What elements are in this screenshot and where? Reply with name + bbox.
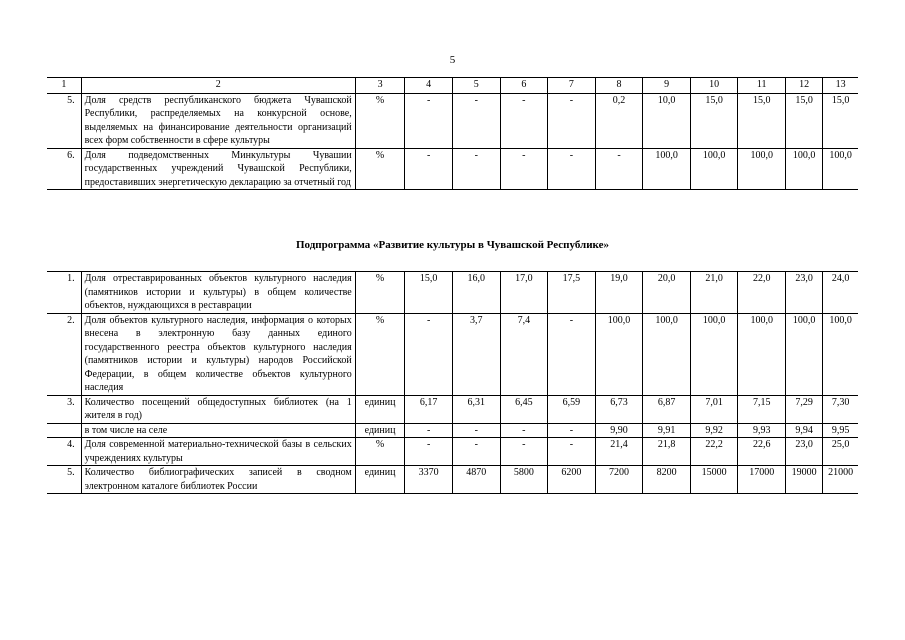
row-number: 1. [47, 272, 81, 314]
table-row [47, 423, 858, 438]
value-cell: 4870 [452, 466, 500, 494]
value-cell: 6,17 [405, 395, 453, 423]
value-cell: 19,0 [595, 272, 643, 314]
row-number: 3. [47, 395, 81, 423]
value-cell: 15,0 [738, 93, 786, 148]
value-cell: 6,45 [500, 395, 548, 423]
value-cell: 100,0 [786, 313, 823, 395]
value-cell: 100,0 [595, 313, 643, 395]
value-cell: 100,0 [823, 148, 858, 190]
value-cell: 7,01 [690, 395, 738, 423]
value-cell: - [548, 438, 596, 466]
column-number-cell: 2 [81, 78, 355, 94]
row-number: 4. [47, 438, 81, 466]
unit-cell: единиц [355, 423, 405, 438]
value-cell: 10,0 [643, 93, 691, 148]
value-cell: 25,0 [823, 438, 858, 466]
column-number-cell: 12 [786, 78, 823, 94]
value-cell: - [500, 438, 548, 466]
value-cell: 19000 [786, 466, 823, 494]
value-cell: - [548, 423, 596, 438]
value-cell: 100,0 [690, 148, 738, 190]
value-cell: 9,94 [786, 423, 823, 438]
table-row [47, 272, 858, 314]
value-cell: 9,91 [643, 423, 691, 438]
value-cell: 6,59 [548, 395, 596, 423]
value-cell: - [405, 438, 453, 466]
indicator-description: Доля отреставрированных объектов культурного наследия (памятников истории и культуры) в общем количестве объектов, нуждающихся в реставрации [81, 272, 355, 314]
indicator-description: Доля объектов культурного наследия, информация о которых внесена в электронную базу данных единого государственного реестра объектов культурного наследия (памятников истории и культуры) народов Российской Федерации, в общем количестве объектов культурного наследия [81, 313, 355, 395]
value-cell: 9,93 [738, 423, 786, 438]
row-number: 5. [47, 93, 81, 148]
column-number-cell: 5 [452, 78, 500, 94]
value-cell: 21,0 [690, 272, 738, 314]
column-number-cell: 1 [47, 78, 81, 94]
unit-cell: единиц [355, 395, 405, 423]
value-cell: 15,0 [823, 93, 858, 148]
value-cell: 17,5 [548, 272, 596, 314]
value-cell: 100,0 [738, 313, 786, 395]
value-cell: - [405, 313, 453, 395]
value-cell: 22,0 [738, 272, 786, 314]
row-number: 2. [47, 313, 81, 395]
value-cell: - [452, 423, 500, 438]
value-cell: 7,15 [738, 395, 786, 423]
value-cell: 5800 [500, 466, 548, 494]
column-number-cell: 13 [823, 78, 858, 94]
value-cell: 100,0 [823, 313, 858, 395]
value-cell: 100,0 [643, 313, 691, 395]
value-cell: - [548, 148, 596, 190]
value-cell: - [500, 93, 548, 148]
indicator-description: Количество посещений общедоступных библиотек (на 1 жителя в год) [81, 395, 355, 423]
value-cell: - [500, 423, 548, 438]
value-cell: 15,0 [786, 93, 823, 148]
value-cell: - [452, 438, 500, 466]
column-number-cell: 4 [405, 78, 453, 94]
value-cell: - [405, 93, 453, 148]
value-cell: 0,2 [595, 93, 643, 148]
indicators-table-top [47, 77, 858, 190]
indicator-description: в том числе на селе [81, 423, 355, 438]
value-cell: 20,0 [643, 272, 691, 314]
column-number-row [47, 78, 858, 94]
value-cell: 24,0 [823, 272, 858, 314]
value-cell: 100,0 [690, 313, 738, 395]
page-number: 5 [449, 54, 456, 66]
value-cell: 9,95 [823, 423, 858, 438]
value-cell: 9,92 [690, 423, 738, 438]
value-cell: - [405, 148, 453, 190]
indicator-description: Количество библиографических записей в сводном электронном каталоге библиотек России [81, 466, 355, 494]
unit-cell: % [355, 148, 405, 190]
table-row [47, 313, 858, 395]
value-cell: 100,0 [786, 148, 823, 190]
unit-cell: % [355, 93, 405, 148]
value-cell: 6,73 [595, 395, 643, 423]
column-number-cell: 11 [738, 78, 786, 94]
value-cell: 22,2 [690, 438, 738, 466]
value-cell: - [548, 93, 596, 148]
value-cell: 22,6 [738, 438, 786, 466]
value-cell: 3370 [405, 466, 453, 494]
table-row [47, 438, 858, 466]
value-cell: 23,0 [786, 272, 823, 314]
value-cell: 7,4 [500, 313, 548, 395]
column-number-cell: 8 [595, 78, 643, 94]
column-number-cell: 7 [548, 78, 596, 94]
value-cell: - [452, 148, 500, 190]
value-cell: 21000 [823, 466, 858, 494]
value-cell: - [405, 423, 453, 438]
column-number-cell: 3 [355, 78, 405, 94]
value-cell: 6,87 [643, 395, 691, 423]
value-cell: 3,7 [452, 313, 500, 395]
unit-cell: % [355, 438, 405, 466]
value-cell: 100,0 [643, 148, 691, 190]
value-cell: 15,0 [405, 272, 453, 314]
value-cell: 8200 [643, 466, 691, 494]
table-row [47, 148, 858, 190]
value-cell: - [595, 148, 643, 190]
row-number: 6. [47, 148, 81, 190]
value-cell: 9,90 [595, 423, 643, 438]
value-cell: 17000 [738, 466, 786, 494]
row-number [47, 423, 81, 438]
value-cell: 15000 [690, 466, 738, 494]
column-number-cell: 10 [690, 78, 738, 94]
indicator-description: Доля подведомственных Минкультуры Чувашии государственных учреждений Чувашской Республики, предоставивших энергетическую декларацию за отчетный год [81, 148, 355, 190]
value-cell: - [548, 313, 596, 395]
value-cell: 15,0 [690, 93, 738, 148]
column-number-cell: 6 [500, 78, 548, 94]
unit-cell: единиц [355, 466, 405, 494]
indicator-description: Доля современной материально-технической базы в сельских учреждениях культуры [81, 438, 355, 466]
value-cell: 6200 [548, 466, 596, 494]
unit-cell: % [355, 313, 405, 395]
subprogram-title: Подпрограмма «Развитие культуры в Чувашской Республике» [295, 239, 610, 251]
value-cell: 6,31 [452, 395, 500, 423]
column-number-cell: 9 [643, 78, 691, 94]
value-cell: 7,29 [786, 395, 823, 423]
row-number: 5. [47, 466, 81, 494]
table-row [47, 466, 858, 494]
value-cell: - [452, 93, 500, 148]
value-cell: - [500, 148, 548, 190]
indicator-description: Доля средств республиканского бюджета Чувашской Республики, распределяемых на конкурсной основе, выделяемых на финансирование деятельности организаций всех форм собственности в сфере культуры [81, 93, 355, 148]
table-row [47, 395, 858, 423]
unit-cell: % [355, 272, 405, 314]
value-cell: 7200 [595, 466, 643, 494]
value-cell: 7,30 [823, 395, 858, 423]
indicators-table-subprogram [47, 271, 858, 494]
value-cell: 23,0 [786, 438, 823, 466]
value-cell: 100,0 [738, 148, 786, 190]
table-row [47, 93, 858, 148]
value-cell: 17,0 [500, 272, 548, 314]
value-cell: 16,0 [452, 272, 500, 314]
value-cell: 21,4 [595, 438, 643, 466]
value-cell: 21,8 [643, 438, 691, 466]
